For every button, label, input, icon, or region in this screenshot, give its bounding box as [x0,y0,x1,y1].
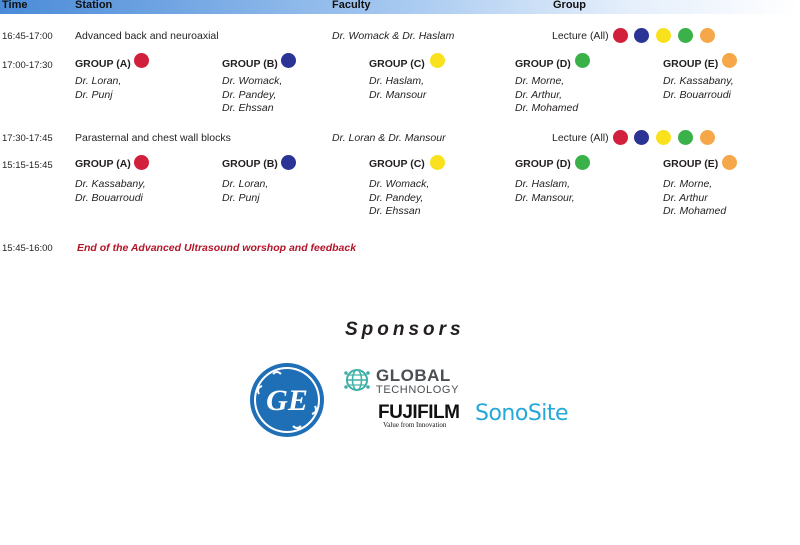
group-d-green-dot [575,53,590,68]
group-c-label: GROUP (C) [369,158,425,170]
group-b-blue-dot [634,130,649,145]
group-d-green-dot [678,130,693,145]
group-c-yellow-dot [656,130,671,145]
header-station: Station [75,0,113,11]
global-technology-name: GLOBAL [376,366,451,385]
station-name: Advanced back and neuroaxial [75,30,219,42]
group-b-blue-dot [634,28,649,43]
closing-note: End of the Advanced Ultrasound worshop and feedback [77,242,357,254]
group-e-label: GROUP (E) [663,158,719,170]
header-time: Time [2,0,28,11]
group-e-faculty: Dr. Kassabany, Dr. Bouarroudi [663,75,734,101]
schedule-header-bar [0,0,800,14]
group-e-orange-dot [700,28,715,43]
session-time: 16:45-17:00 [2,31,53,42]
fujifilm-logo: FUJIFILM [378,402,460,423]
group-b-blue-dot [281,53,296,68]
sonosite-logo: SonoSite [475,401,569,426]
group-c-yellow-dot [430,53,445,68]
group-a-red-dot [134,155,149,170]
session-time: 15:15-15:45 [2,160,53,171]
group-d-green-dot [575,155,590,170]
svg-text:GE: GE [266,384,308,417]
group-b-label: GROUP (B) [222,158,278,170]
group-e-orange-dot [722,53,737,68]
group-a-faculty: Dr. Loran, Dr. Punj [75,75,122,101]
group-d-green-dot [678,28,693,43]
group-d-label: GROUP (D) [515,158,571,170]
group-e-orange-dot [700,130,715,145]
group-d-label: GROUP (D) [515,58,571,70]
sponsors-title: Sponsors [345,319,465,340]
group-b-faculty: Dr. Loran, Dr. Punj [222,178,269,204]
header-faculty: Faculty [332,0,371,11]
faculty-names: Dr. Loran & Dr. Mansour [332,132,446,144]
fujifilm-tagline: Value from Innovation [383,421,447,429]
group-d-faculty: Dr. Haslam, Dr. Mansour, [515,178,575,204]
group-a-red-dot [613,130,628,145]
group-b-blue-dot [281,155,296,170]
header-group: Group [553,0,586,11]
group-c-faculty: Dr. Womack, Dr. Pandey, Dr. Ehssan [369,178,430,217]
group-e-label: GROUP (E) [663,58,719,70]
ge-logo [249,362,325,438]
group-a-red-dot [134,53,149,68]
session-time: 15:45-16:00 [2,243,53,254]
lecture-all-label: Lecture (All) [552,30,609,42]
group-c-yellow-dot [656,28,671,43]
group-e-faculty: Dr. Morne, Dr. Arthur Dr. Mohamed [663,178,727,217]
faculty-names: Dr. Womack & Dr. Haslam [332,30,455,42]
group-c-yellow-dot [430,155,445,170]
group-a-red-dot [613,28,628,43]
group-c-label: GROUP (C) [369,58,425,70]
group-e-orange-dot [722,155,737,170]
ge-monogram-icon [249,362,325,438]
globe-network-icon [344,367,370,393]
group-a-label: GROUP (A) [75,158,131,170]
session-time: 17:00-17:30 [2,60,53,71]
group-d-faculty: Dr. Morne, Dr. Arthur, Dr. Mohamed [515,75,579,114]
global-technology-sub: TECHNOLOGY [376,384,460,396]
group-b-faculty: Dr. Womack, Dr. Pandey, Dr. Ehssan [222,75,283,114]
lecture-all-label: Lecture (All) [552,132,609,144]
group-a-faculty: Dr. Kassabany, Dr. Bouarroudi [75,178,146,204]
station-name: Parasternal and chest wall blocks [75,132,231,144]
group-c-faculty: Dr. Haslam, Dr. Mansour [369,75,427,101]
group-a-label: GROUP (A) [75,58,131,70]
group-b-label: GROUP (B) [222,58,278,70]
session-time: 17:30-17:45 [2,133,53,144]
